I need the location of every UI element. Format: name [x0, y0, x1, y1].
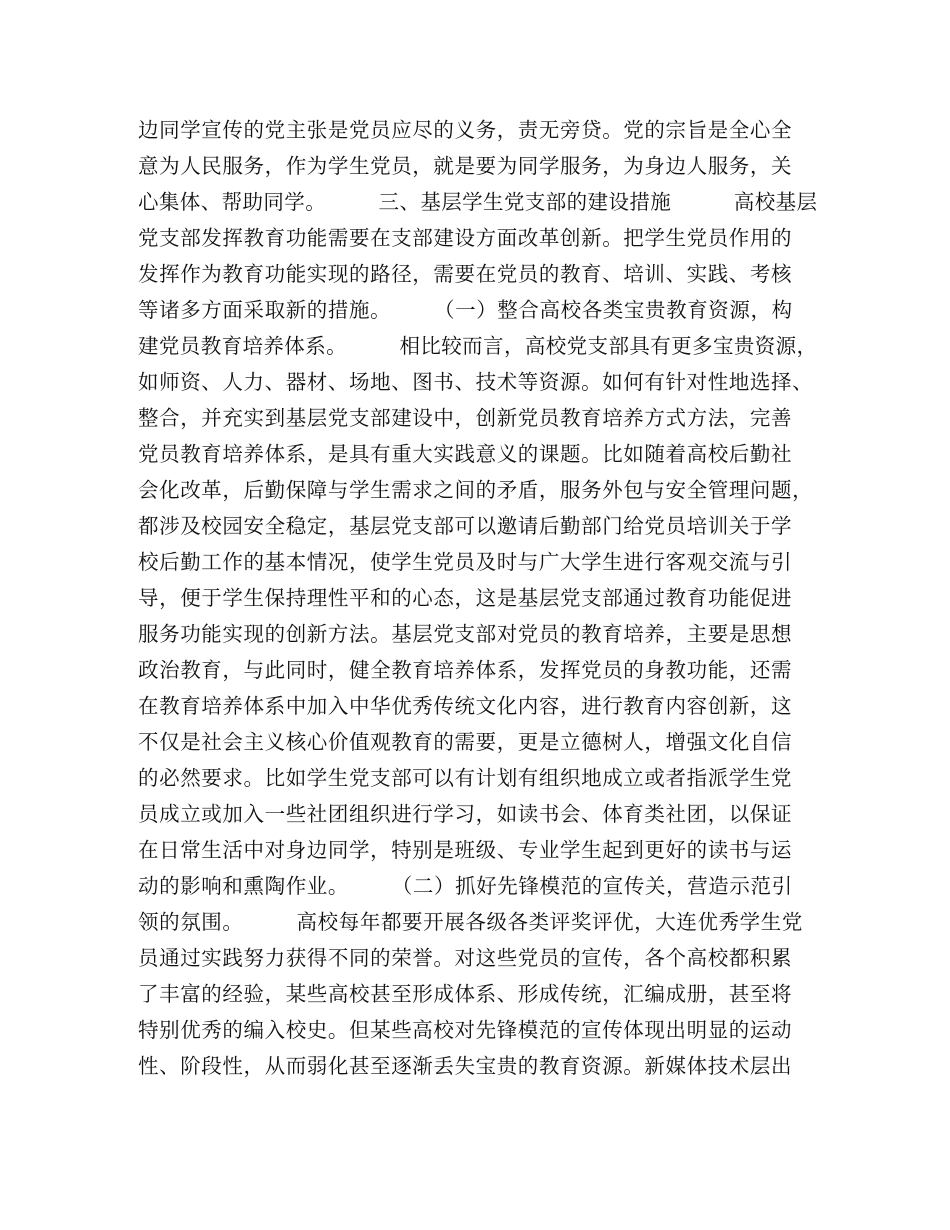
text-line: 如师资、人力、器材、场地、图书、技术等资源。如何有针对性地选择、	[138, 370, 814, 394]
text-line: 建党员教育培养体系。 相比较而言，高校党支部具有更多宝贵资源，	[138, 334, 818, 358]
text-line: 党员教育培养体系，是具有重大实践意义的课题。比如随着高校后勤社	[138, 442, 793, 466]
text-line: 导，便于学生保持理性平和的心态，这是基层党支部通过教育功能促进	[138, 586, 793, 610]
text-line: 员通过实践努力获得不同的荣誉。对这些党员的宣传，各个高校都积累	[138, 946, 793, 970]
text-line: 性、阶段性，从而弱化甚至逐渐丢失宝贵的教育资源。新媒体技术层出	[138, 1054, 793, 1078]
text-line: 发挥作为教育功能实现的路径，需要在党员的教育、培训、实践、考核	[138, 262, 793, 286]
text-line: 整合，并充实到基层党支部建设中，创新党员教育培养方式方法，完善	[138, 406, 793, 430]
text-line: 特别优秀的编入校史。但某些高校对先锋模范的宣传体现出明显的运动	[138, 1018, 793, 1042]
text-line: 党支部发挥教育功能需要在支部建设方面改革创新。把学生党员作用的	[138, 226, 793, 250]
text-line: 员成立或加入一些社团组织进行学习，如读书会、体育类社团，以保证	[138, 802, 793, 826]
body-text	[138, 112, 818, 1084]
text-line: 服务功能实现的创新方法。基层党支部对党员的教育培养，主要是思想	[138, 622, 793, 646]
text-line: 了丰富的经验，某些高校甚至形成体系、形成传统，汇编成册，甚至将	[138, 982, 793, 1006]
text-line: 政治教育，与此同时，健全教育培养体系，发挥党员的身教功能，还需	[138, 658, 793, 682]
text-line: 不仅是社会主义核心价值观教育的需要，更是立德树人，增强文化自信	[138, 730, 793, 754]
text-line: 校后勤工作的基本情况，使学生党员及时与广大学生进行客观交流与引	[138, 550, 793, 574]
text-line: 在日常生活中对身边同学，特别是班级、专业学生起到更好的读书与运	[138, 838, 793, 862]
text-line: 心集体、帮助同学。 三、基层学生党支部的建设措施 高校基层	[138, 190, 818, 214]
text-line: 都涉及校园安全稳定，基层党支部可以邀请后勤部门给党员培训关于学	[138, 514, 793, 538]
text-line: 边同学宣传的党主张是党员应尽的义务，责无旁贷。党的宗旨是全心全	[138, 118, 793, 142]
text-line: 等诸多方面采取新的措施。 （一）整合高校各类宝贵教育资源，构	[138, 298, 793, 322]
text-line: 意为人民服务，作为学生党员，就是要为同学服务，为身边人服务，关	[138, 154, 793, 178]
text-line: 会化改革，后勤保障与学生需求之间的矛盾，服务外包与安全管理问题，	[138, 478, 814, 502]
text-line: 领的氛围。 高校每年都要开展各级各类评奖评优，大连优秀学生党	[138, 910, 803, 934]
text-line: 在教育培养体系中加入中华优秀传统文化内容，进行教育内容创新，这	[138, 694, 793, 718]
text-line: 动的影响和熏陶作业。 （二）抓好先锋模范的宣传关，营造示范引	[138, 874, 793, 898]
text-line: 的必然要求。比如学生党支部可以有计划有组织地成立或者指派学生党	[138, 766, 793, 790]
